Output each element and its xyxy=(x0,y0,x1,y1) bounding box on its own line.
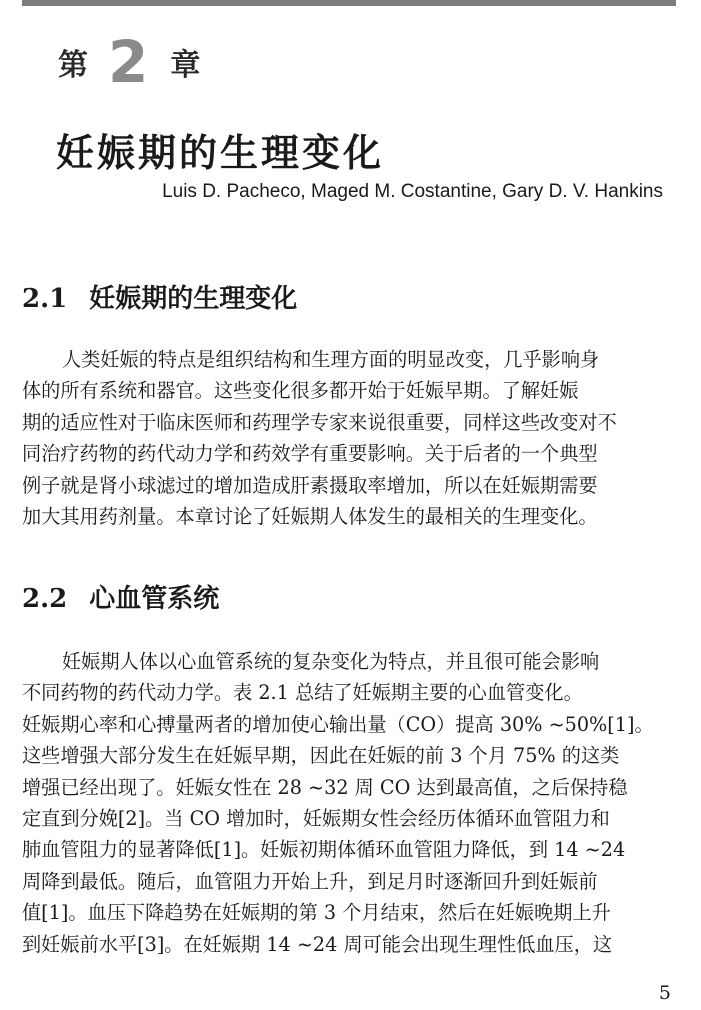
section-heading-2-2 xyxy=(22,578,219,615)
paragraph-line: 妊娠期人体以心血管系统的复杂变化为特点，并且很可能会影响 xyxy=(62,650,600,673)
paragraph-line: 肺血管阻力的显著降低[1]。妊娠初期体循环血管阻力降低，到 14 ~24 xyxy=(22,838,626,862)
section-title: 妊娠期的生理变化 xyxy=(89,284,298,314)
paragraph-line: 人类妊娠的特点是组织结构和生理方面的明显改变，几乎影响身 xyxy=(62,348,600,371)
paragraph-line: 这些增强大部分发生在妊娠早期，因此在妊娠的前 3 个月 75% 的这类 xyxy=(22,744,620,768)
section-2-2-paragraph xyxy=(22,646,676,960)
chapter-number: 2 xyxy=(108,28,149,96)
paragraph-line: 增强已经出现了。妊娠女性在 28 ~32 周 CO 达到最高值，之后保持稳 xyxy=(22,775,628,799)
page-number: 5 xyxy=(658,982,671,1004)
paragraph-line: 值[1]。血压下降趋势在妊娠期的第 3 个月结束，然后在妊娠晚期上升 xyxy=(22,901,611,925)
paragraph-line: 到妊娠前水平[3]。在妊娠期 14 ~24 周可能会出现生理性低血压，这 xyxy=(22,932,613,956)
paragraph-line: 期的适应性对于临床医师和药理学专家来说很重要，同样这些改变对不 xyxy=(22,410,617,434)
section-2-1-paragraph xyxy=(22,344,676,532)
section-number: 2.2 xyxy=(22,584,68,614)
paragraph-line: 体的所有系统和器官。这些变化很多都开始于妊娠早期。了解妊娠 xyxy=(22,379,579,403)
chapter-title: 妊娠期的生理变化 xyxy=(56,131,385,175)
chapter-label-left: 第 xyxy=(58,48,88,83)
paragraph-line: 定直到分娩[2]。当 CO 增加时，妊娠期女性会经历体循环血管阻力和 xyxy=(22,807,610,831)
section-number: 2.1 xyxy=(22,284,68,314)
paragraph-line: 加大其用药剂量。本章讨论了妊娠期人体发生的最相关的生理变化。 xyxy=(22,505,598,529)
chapter-heading xyxy=(58,28,201,96)
paragraph-line: 周降到最低。随后，血管阻力开始上升，到足月时逐渐回升到妊娠前 xyxy=(22,869,598,893)
section-heading-2-1 xyxy=(22,278,297,315)
top-rule xyxy=(22,0,676,6)
section-title: 心血管系统 xyxy=(89,584,220,614)
chapter-label-right: 章 xyxy=(170,48,201,83)
paragraph-line: 例子就是肾小球滤过的增加造成肝素摄取率增加，所以在妊娠期需要 xyxy=(22,473,598,497)
chapter-authors: Luis D. Pacheco, Maged M. Costantine, Gary D. V. Hankins xyxy=(162,181,663,202)
paragraph-line: 妊娠期心率和心搏量两者的增加使心输出量（CO）提高 30% ~50%[1]。 xyxy=(22,712,654,736)
paragraph-line: 不同药物的药代动力学。表 2.1 总结了妊娠期主要的心血管变化。 xyxy=(22,681,583,705)
paragraph-line: 同治疗药物的药代动力学和药效学有重要影响。关于后者的一个典型 xyxy=(22,442,598,466)
